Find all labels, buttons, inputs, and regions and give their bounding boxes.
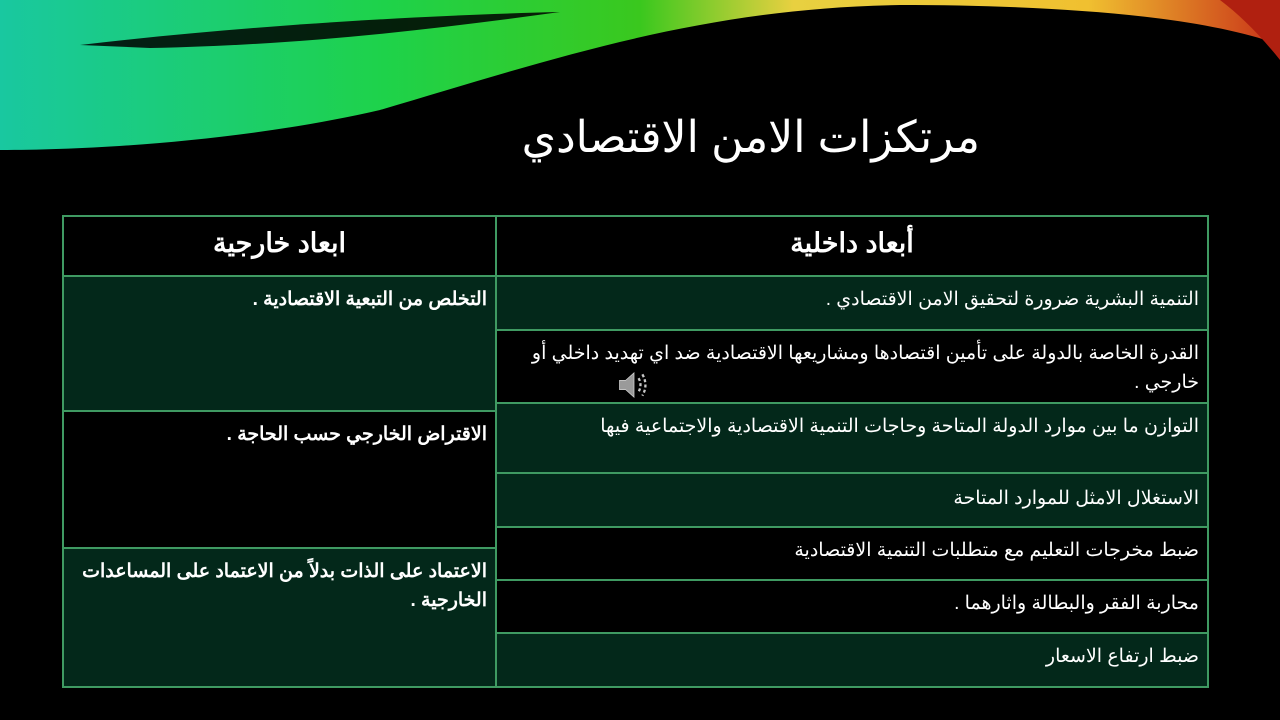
speaker-icon[interactable] — [616, 369, 652, 401]
internal-row: القدرة الخاصة بالدولة على تأمين اقتصادها ومشاريعها الاقتصادية ضد اي تهديد داخلي أو خارجي . — [495, 329, 1209, 404]
internal-row: ضبط مخرجات التعليم مع متطلبات التنمية الاقتصادية — [495, 526, 1209, 581]
internal-row: محاربة الفقر والبطالة واثارهما . — [495, 579, 1209, 634]
internal-row: ضبط ارتفاع الاسعار — [495, 632, 1209, 688]
internal-row: التوازن ما بين موارد الدولة المتاحة وحاجات التنمية الاقتصادية والاجتماعية فيها — [495, 402, 1209, 474]
slide-title: مرتكزات الامن الاقتصادي — [521, 113, 980, 162]
internal-row: التنمية البشرية ضرورة لتحقيق الامن الاقتصادي . — [495, 275, 1209, 331]
internal-row: الاستغلال الامثل للموارد المتاحة — [495, 472, 1209, 528]
external-row: التخلص من التبعية الاقتصادية . — [62, 275, 497, 412]
header-external: ابعاد خارجية — [62, 215, 497, 277]
external-row: الاعتماد على الذات بدلاً من الاعتماد على المساعدات الخارجية . — [62, 547, 497, 688]
header-internal: أبعاد داخلية — [495, 215, 1209, 277]
external-row: الاقتراض الخارجي حسب الحاجة . — [62, 410, 497, 549]
